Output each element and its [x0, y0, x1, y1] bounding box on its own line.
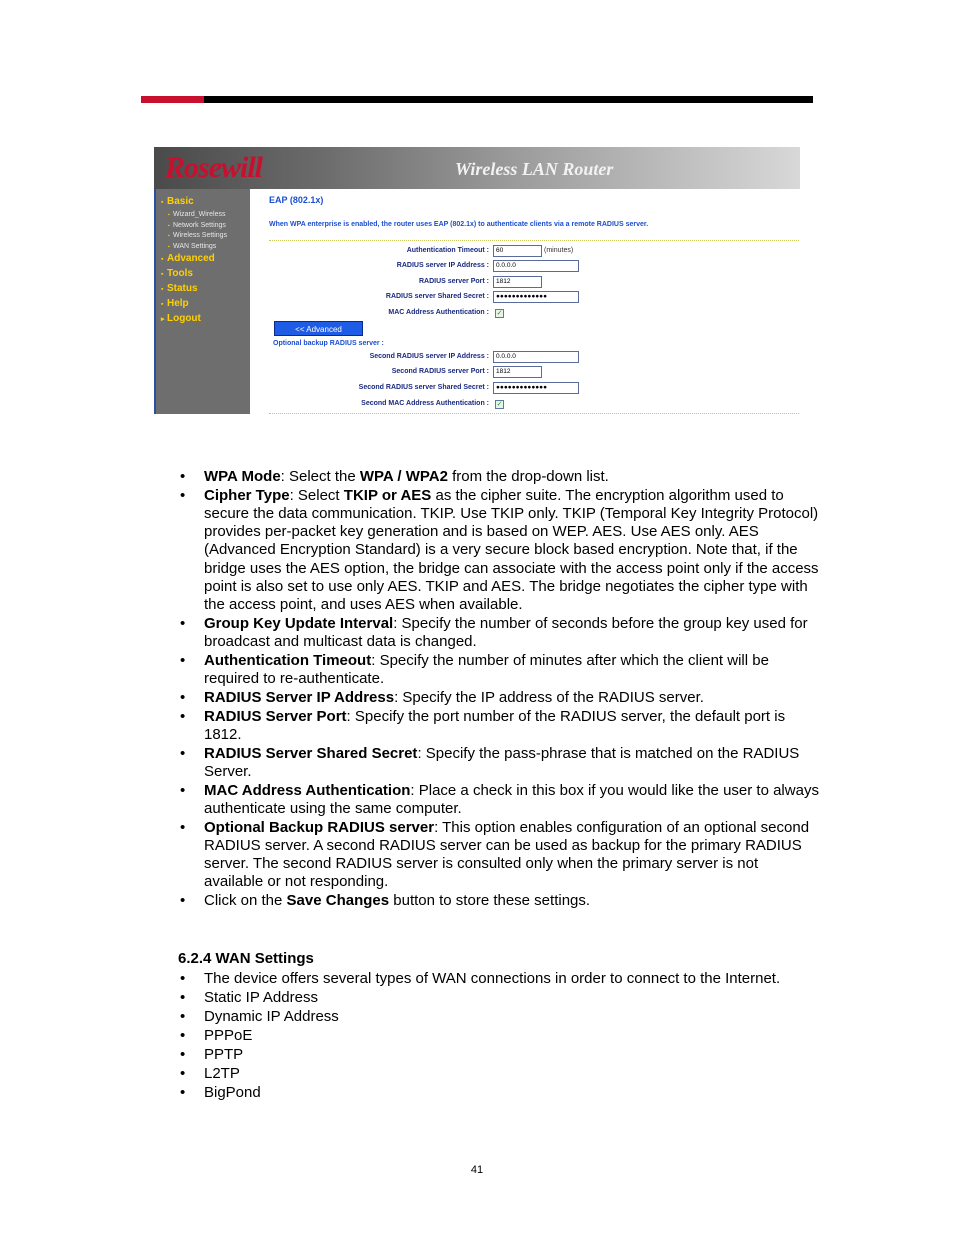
- router-screenshot: [154, 147, 800, 414]
- description-text: : Specify the IP address of the RADIUS server.: [394, 688, 704, 706]
- list-item: [180, 689, 820, 707]
- list-item: [180, 782, 820, 818]
- router-title: Wireless LAN Router: [455, 159, 614, 179]
- second-port-row: [250, 366, 800, 380]
- router-header: [154, 147, 800, 189]
- list-item: [180, 487, 820, 614]
- arrow-icon: ▸: [161, 316, 165, 323]
- router-content: [250, 189, 800, 414]
- description-text: : Place a check in this box if you would like the user to always authenticate using the same computer.: [204, 781, 819, 817]
- nav-item[interactable]: [161, 312, 250, 327]
- bold-term: MAC Address Authentication: [204, 781, 411, 799]
- radius-secret-input[interactable]: ●●●●●●●●●●●●●: [493, 291, 579, 303]
- list-item: [180, 615, 820, 651]
- description-text: : Select: [289, 486, 344, 504]
- list-item: • The device offers several types of WAN connections in order to connect to the Internet.: [180, 969, 820, 988]
- bullet-arrow-icon: ▪: [161, 286, 164, 293]
- wan-types-list: [180, 969, 820, 1102]
- second-mac-checkbox[interactable]: ✓: [496, 401, 503, 408]
- second-ip-row: [250, 351, 800, 365]
- second-secret-input[interactable]: ●●●●●●●●●●●●●: [493, 382, 579, 394]
- nav-item-label: WAN Settings: [173, 242, 217, 250]
- list-item: [180, 652, 820, 688]
- second-secret-label: Second RADIUS server Shared Secret :: [358, 384, 489, 391]
- nav-item-label: Status: [167, 283, 198, 294]
- nav-item-label: Network Settings: [173, 221, 226, 229]
- bullet-arrow-icon: ▪: [168, 233, 170, 239]
- mac-auth-checkbox[interactable]: ✓: [496, 310, 503, 317]
- description-text: : Specify the number of minutes after which the client will be required to re-authenticate.: [204, 651, 769, 688]
- list-item: • Dynamic IP Address: [180, 1007, 820, 1026]
- auth-timeout-label: Authentication Timeout :: [406, 247, 489, 254]
- nav-item-label: Basic: [167, 196, 194, 207]
- description-text: : Specify the pass-phrase that is matched on the RADIUS Server.: [204, 744, 800, 780]
- description-text: from the drop-down list.: [447, 468, 609, 485]
- second-ip-label: Second RADIUS server IP Address :: [369, 353, 489, 360]
- list-item: [180, 468, 820, 486]
- radius-ip-label: RADIUS server IP Address :: [396, 262, 489, 269]
- bold-term: WPA Mode: [204, 468, 281, 485]
- nav-item[interactable]: [161, 242, 250, 253]
- description-text: Click on the: [204, 892, 287, 910]
- bullet-arrow-icon: ▪: [168, 222, 170, 229]
- radius-port-label: RADIUS server Port :: [418, 278, 489, 285]
- bullet-arrow-icon: ▪: [161, 256, 164, 263]
- list-item: • Static IP Address: [180, 988, 820, 1007]
- list-item: • L2TP: [180, 1064, 820, 1083]
- nav-item[interactable]: [161, 282, 250, 297]
- nav-item-label: Advanced: [167, 253, 215, 264]
- list-item: [180, 819, 820, 892]
- settings-description-list: [180, 468, 820, 911]
- bullet-arrow-icon: ▪: [168, 212, 170, 218]
- second-mac-row: [250, 398, 800, 412]
- nav-item-label: Help: [167, 298, 189, 309]
- description-text: : Select the: [280, 468, 360, 485]
- nav-item-label: Wizard_Wireless: [173, 211, 226, 218]
- bold-term: Optional Backup RADIUS server: [204, 818, 435, 836]
- rosewill-logo: Rosewill: [165, 151, 263, 184]
- bold-term: TKIP or AES: [343, 486, 432, 504]
- bold-term: Save Changes: [286, 892, 390, 910]
- list-item: [180, 892, 820, 910]
- header-rule: [141, 96, 813, 103]
- router-nav: [156, 189, 250, 327]
- nav-item[interactable]: [161, 195, 250, 210]
- eap-title: EAP (802.1x): [269, 195, 324, 205]
- nav-item[interactable]: [161, 210, 250, 221]
- second-mac-label: Second MAC Address Authentication :: [361, 400, 489, 407]
- radius-ip-row: [250, 260, 800, 274]
- list-item: • BigPond: [180, 1083, 820, 1102]
- bullet-arrow-icon: ▪: [161, 271, 164, 278]
- nav-item[interactable]: [161, 267, 250, 282]
- page-number: 41: [470, 1164, 484, 1176]
- bold-term: Authentication Timeout: [204, 651, 372, 669]
- bold-term: Group Key Update Interval: [204, 614, 394, 632]
- eap-description: When WPA enterprise is enabled, the router uses EAP (802.1x) to authenticate clients via a remote RADIUS server.: [269, 221, 649, 228]
- mac-auth-label: MAC Address Authentication :: [388, 309, 489, 316]
- form-divider-bottom: [269, 413, 799, 414]
- bullet-arrow-icon: ▪: [161, 199, 164, 206]
- router-sidebar: [154, 189, 250, 414]
- bullet-arrow-icon: ▪: [161, 301, 164, 308]
- advanced-button[interactable]: << Advanced: [274, 321, 363, 336]
- radius-port-input[interactable]: 1812: [493, 276, 542, 288]
- list-item: • PPPoE: [180, 1026, 820, 1045]
- radius-ip-input[interactable]: 0.0.0.0: [493, 260, 579, 272]
- optional-backup-label: Optional backup RADIUS server :: [273, 340, 384, 347]
- second-port-input[interactable]: 1812: [493, 366, 542, 378]
- auth-timeout-row: [250, 245, 800, 259]
- nav-item[interactable]: [161, 297, 250, 312]
- second-secret-row: [250, 382, 800, 396]
- description-text: button to store these settings.: [389, 892, 591, 910]
- description-text: : Specify the port number of the RADIUS server, the default port is 1812.: [204, 707, 786, 743]
- auth-timeout-unit: (minutes): [544, 247, 574, 254]
- nav-item-label: Wireless Settings: [173, 232, 228, 239]
- bold-term: RADIUS Server IP Address: [204, 688, 395, 706]
- section-heading: 6.2.4 WAN Settings: [178, 950, 314, 967]
- nav-item-label: Logout: [167, 313, 201, 324]
- description-text: : Specify the number of seconds before the group key used for broadcast and multicast data is changed.: [204, 614, 808, 651]
- mac-auth-row: [250, 307, 800, 321]
- nav-item[interactable]: [161, 221, 250, 232]
- description-text: : This option enables configuration of an optional second RADIUS server. A second RADIUS server can be used as backup for the primary RADIUS server. The second RADIUS server is consulted only when the primary server is not available or not responding.: [204, 818, 810, 891]
- bold-term: WPA / WPA2: [359, 468, 448, 485]
- bold-term: RADIUS Server Port: [204, 707, 347, 725]
- bold-term: Cipher Type: [204, 486, 290, 504]
- radius-port-row: [250, 276, 800, 290]
- description-text: as the cipher suite. The encryption algorithm used to secure the data communication. TKIP. Use TKIP only. TKIP (Temporal Key Integrity Protocol) provides per-packet key generation and is based on WEP. AES. Use AES only. AES (Advanced Encryption Standard) is a very secure block based encryption. Note that, if the bridge uses the AES option, the bridge can associate with the access point only if the access point is also set to use only AES. TKIP and AES. The bridge negotiates the cipher type with the access point, and uses AES when available.: [204, 486, 819, 614]
- list-item: [180, 745, 820, 781]
- bullet-arrow-icon: ▪: [168, 243, 170, 250]
- bold-term: RADIUS Server Shared Secret: [204, 744, 418, 762]
- second-ip-input[interactable]: 0.0.0.0: [493, 351, 579, 363]
- radius-secret-label: RADIUS server Shared Secret :: [385, 293, 489, 300]
- auth-timeout-input[interactable]: 60: [493, 245, 542, 257]
- radius-secret-row: [250, 291, 800, 305]
- form-divider: [269, 240, 799, 241]
- nav-item-label: Tools: [167, 268, 193, 279]
- list-item: • PPTP: [180, 1045, 820, 1064]
- list-item: [180, 708, 820, 744]
- nav-item[interactable]: [161, 231, 250, 242]
- second-port-label: Second RADIUS server Port :: [391, 368, 489, 375]
- nav-item[interactable]: [161, 252, 250, 267]
- header-rule-accent: [141, 96, 204, 103]
